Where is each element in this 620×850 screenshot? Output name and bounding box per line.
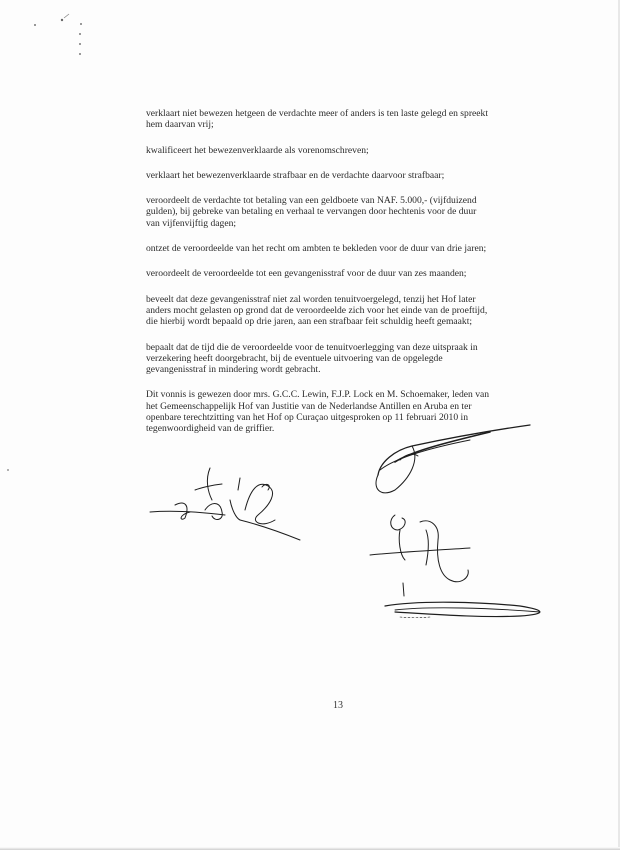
paragraph-disqualification: ontzet de veroordeelde van het recht om ambten te bekleden voor de duur van drie jaren; — [146, 243, 487, 255]
paragraph-punishable: verklaart het bewezenverklaarde strafbaar en de verdachte daarvoor strafbaar; — [146, 169, 445, 181]
paragraph-prison-sentence: veroordeelt de veroordeelde tot een gevangenisstraf voor de duur van zes maanden; — [146, 268, 467, 280]
paragraph-not-proven: verklaart niet bewezen hetgeen de verdachte meer of anders is ten laste gelegd en spreekt hem daarvan vrij; — [146, 108, 489, 131]
paragraph-fine: veroordeelt de verdachte tot betaling van een geldboete van NAF. 5.000,- (vijfduizend gulden), bij gebreke van betaling en verhaal te vervangen door hechtenis voor de duur van vijfenvijftig dagen; — [146, 195, 477, 229]
page-number: 13 — [333, 700, 343, 711]
paragraph-judges: Dit vonnis is gewezen door mrs. G.C.C. Lewin, F.J.P. Lock en M. Schoemaker, leden van het Gemeenschappelijk Hof van Justitie van de Nederlandse Antillen en Aruba en ter openbare terechtzitting van het Hof op Curaçao uitgesproken op 11 februari 2010 in tegenwoordigheid van de griffier. — [146, 389, 490, 435]
paragraph-qualification: kwalificeert het bewezenverklaarde als vorenomschreven; — [146, 144, 369, 156]
paragraph-time-served: bepaalt dat de tijd die de veroordeelde voor de tenuitvoerlegging van deze uitspraak in verzekering heeft doorgebracht, bij de eventuele uitvoering van de opgelegde gevangenisstraf in mindering wordt gebracht. — [146, 341, 478, 376]
paragraph-suspended: beveelt dat deze gevangenisstraf niet zal worden tenuitvoergelegd, tenzij het Hof later anders mocht gelasten op grond dat de veroordeelde zich voor het einde van de proeftijd, die hierbij wordt bepaald op drie jaren, aan een strafbaar feit schuldig heeft gemaakt; — [146, 293, 488, 328]
